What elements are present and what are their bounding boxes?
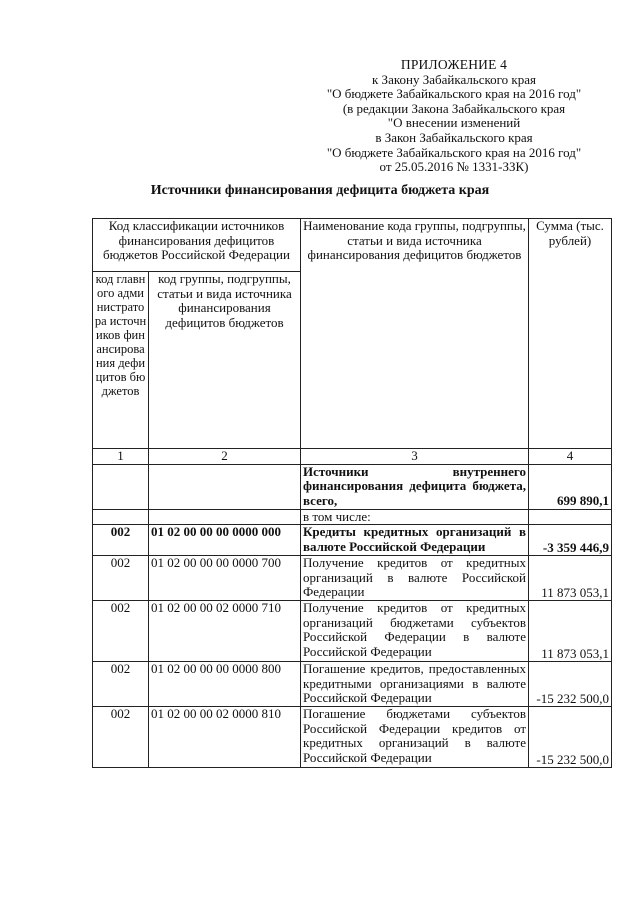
- sum-cell: 11 873 053,1: [529, 556, 612, 601]
- admin-code-cell: [93, 464, 149, 509]
- column-number: 1: [93, 449, 149, 465]
- group-code-cell: [149, 464, 301, 509]
- header-sum-column: Сумма (тыс. рублей): [529, 219, 612, 449]
- source-name-cell: Погашение кредитов, предоставленных кредитными организациями в валюте Российской Федерации: [301, 662, 529, 707]
- group-code-cell: [149, 509, 301, 525]
- sum-cell: 699 890,1: [529, 464, 612, 509]
- group-code-cell: 01 02 00 00 00 0000 800: [149, 662, 301, 707]
- source-name-cell: Получение кредитов от кредитных организаций бюджетами субъектов Российской Федерации в валюте Российской Федерации: [301, 601, 529, 662]
- source-name-cell: Кредиты кредитных организаций в валюте Российской Федерации: [301, 525, 529, 556]
- column-number: 3: [301, 449, 529, 465]
- sum-cell: -15 232 500,0: [529, 707, 612, 768]
- sum-cell: [529, 509, 612, 525]
- table-row: [93, 525, 612, 556]
- source-name-cell: в том числе:: [301, 509, 529, 525]
- admin-code-cell: 002: [93, 556, 149, 601]
- table-row: [93, 707, 612, 768]
- group-code-cell: 01 02 00 00 02 0000 710: [149, 601, 301, 662]
- group-code-cell: 01 02 00 00 00 0000 700: [149, 556, 301, 601]
- admin-code-cell: 002: [93, 525, 149, 556]
- header-row-group: [93, 219, 612, 272]
- table-row: [93, 662, 612, 707]
- source-name-cell: Получение кредитов от кредитных организаций в валюте Российской Федерации: [301, 556, 529, 601]
- header-group-code-column: код группы, подгруппы, статьи и вида источника финансирования дефицитов бюджетов: [149, 272, 301, 449]
- column-number: 4: [529, 449, 612, 465]
- header-name-column: Наименование кода группы, подгруппы, статьи и вида источника финансирования дефицитов бюджетов: [301, 219, 529, 449]
- group-code-cell: 01 02 00 00 00 0000 000: [149, 525, 301, 556]
- admin-code-cell: 002: [93, 707, 149, 768]
- column-number-row: [93, 449, 612, 465]
- appendix-line: "О внесении изменений: [387, 115, 521, 131]
- appendix-line: "О бюджете Забайкальского края на 2016 год": [326, 86, 582, 102]
- table-row: [93, 601, 612, 662]
- group-code-cell: 01 02 00 00 02 0000 810: [149, 707, 301, 768]
- appendix-block: [300, 58, 608, 175]
- sum-cell: -3 359 446,9: [529, 525, 612, 556]
- sum-cell: 11 873 053,1: [529, 601, 612, 662]
- admin-code-cell: [93, 509, 149, 525]
- document-title: Источники финансирования дефицита бюджета края: [150, 183, 490, 198]
- admin-code-cell: 002: [93, 601, 149, 662]
- sum-cell: -15 232 500,0: [529, 662, 612, 707]
- header-admin-code-column: код главного администратора источников финансирования дефицитов бюджетов: [93, 272, 149, 449]
- table-row: [93, 464, 612, 509]
- appendix-line: от 25.05.2016 № 1331-ЗЗК): [379, 159, 529, 175]
- column-number: 2: [149, 449, 301, 465]
- appendix-line: к Закону Забайкальского края: [371, 71, 536, 87]
- admin-code-cell: 002: [93, 662, 149, 707]
- appendix-title: ПРИЛОЖЕНИЕ 4: [400, 57, 508, 72]
- source-name-cell: Источники внутреннего финансирования дефицита бюджета, всего,: [301, 464, 529, 509]
- financing-sources-table: [92, 218, 612, 768]
- table-row: [93, 556, 612, 601]
- appendix-line: в Закон Забайкальского края: [375, 129, 533, 145]
- table-row: [93, 509, 612, 525]
- appendix-line: (в редакции Закона Забайкальского края: [342, 100, 566, 116]
- header-classification-group: Код классификации источников финансирования дефицитов бюджетов Российской Федерации: [93, 219, 301, 272]
- source-name-cell: Погашение бюджетами субъектов Российской Федерации кредитов от кредитных организаций в валюте Российской Федерации: [301, 707, 529, 768]
- appendix-line: "О бюджете Забайкальского края на 2016 год": [326, 144, 582, 160]
